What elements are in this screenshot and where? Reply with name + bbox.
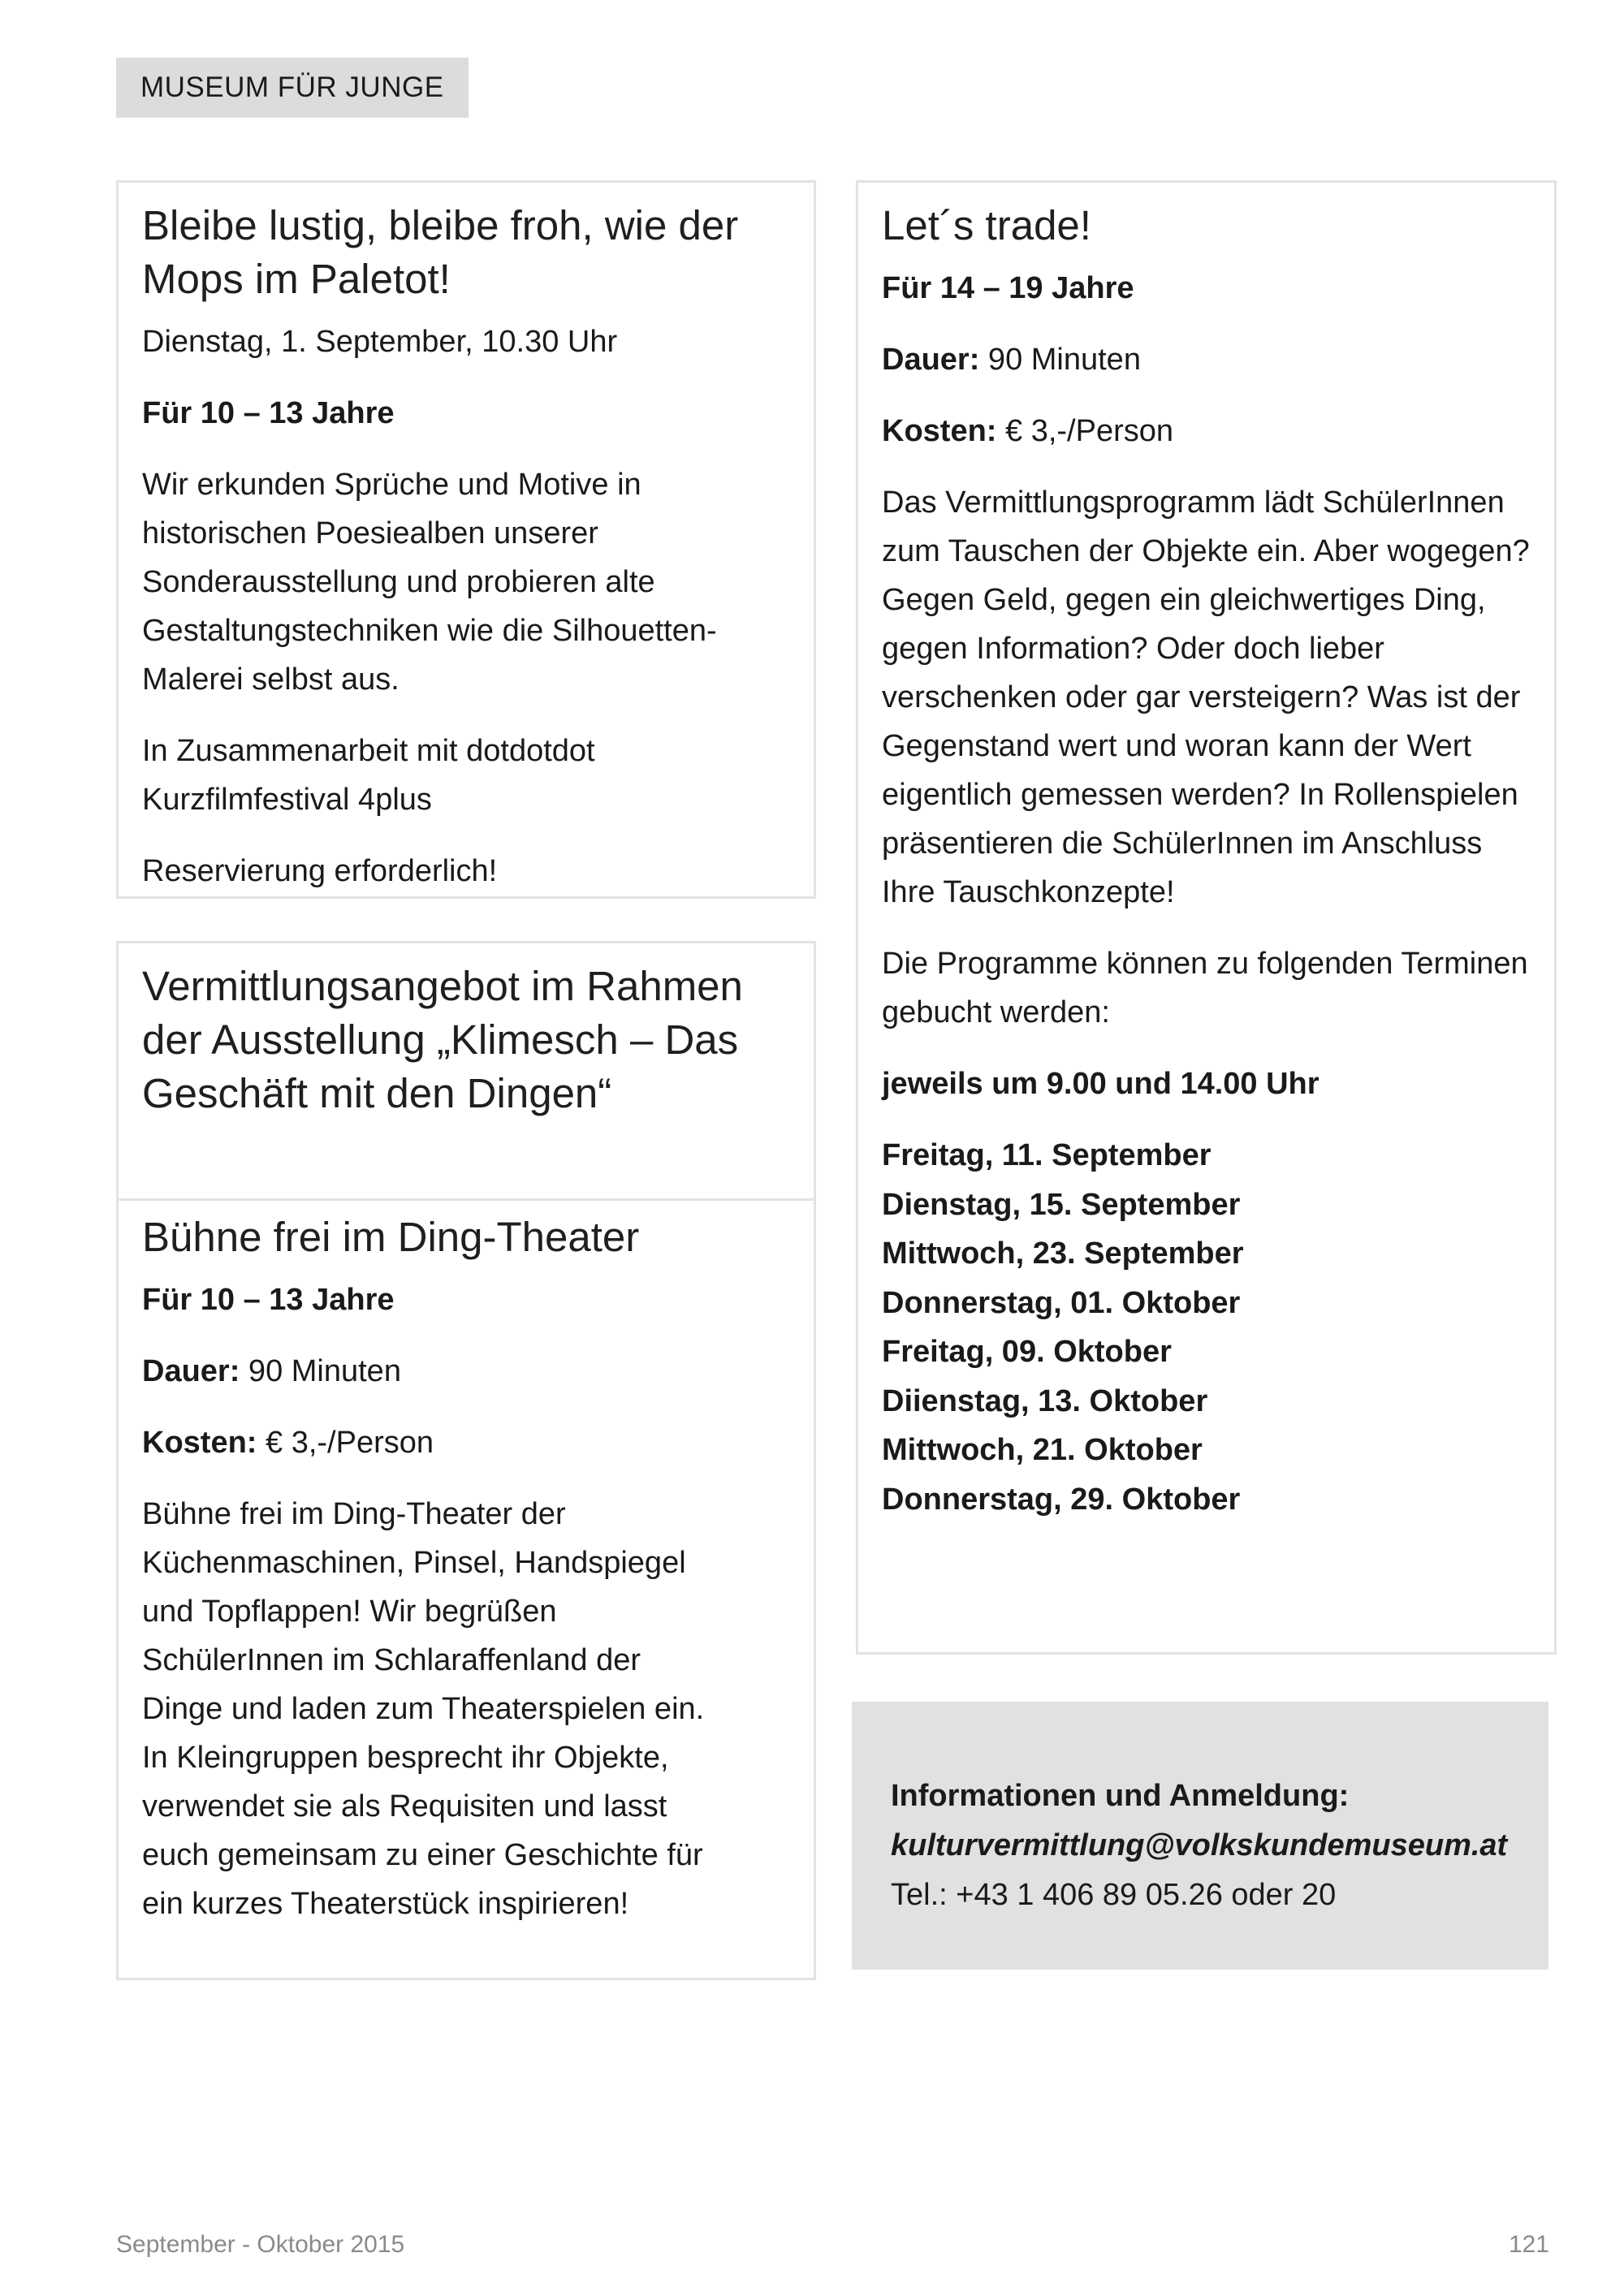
section-tag: MUSEUM FÜR JUNGE — [116, 58, 469, 118]
event-age: Für 10 – 13 Jahre — [142, 396, 395, 430]
program-heading-box — [116, 941, 816, 1201]
event-reservation: Reservierung erforderlich! — [142, 854, 498, 888]
booking-times: jeweils um 9.00 und 14.00 Uhr — [882, 1067, 1320, 1101]
cost-value: € 3,-/Person — [996, 414, 1174, 448]
event-description: Bühne frei im Ding-Theater der Küchenmaschinen, Pinsel, Handspiegel und Topflappen! Wir begrüßen SchülerInnen im Schlaraffenland der Dinge und laden zum Theaterspielen ein. In Kleingruppen besprecht ihr Objekte, verwendet sie als Requisiten und lasst euch gemeinsam zu einer Geschichte für ein kurzes Theaterstück inspirieren! — [142, 1497, 705, 1921]
event-age: Für 10 – 13 Jahre — [142, 1283, 395, 1317]
email-link[interactable]: kulturvermittlung@volkskundemuseum.at — [891, 1828, 1508, 1862]
date-item: Mittwoch, 23. September — [882, 1236, 1244, 1271]
date-item: Donnerstag, 29. Oktober — [882, 1482, 1241, 1517]
date-item: Mittwoch, 21. Oktober — [882, 1433, 1203, 1467]
duration-value: 90 Minuten — [240, 1354, 401, 1388]
event-card-lets-trade — [856, 180, 1557, 1655]
event-description: Das Vermittlungsprogramm lädt SchülerInnen zum Tauschen der Objekte ein. Aber wogegen? Gegen Geld, gegen ein gleichwertiges Ding, gegen Information? Oder doch lieber verschenken oder gar versteigern? Was ist der Gegenstand wert und woran kann der Wert eigentlich gemessen werden? In Rollenspielen präsentieren die SchülerInnen im Anschluss Ihre Tauschkonzepte! — [882, 486, 1530, 909]
date-list — [882, 1131, 1531, 1524]
date-item: Freitag, 11. September — [882, 1138, 1212, 1172]
info-box — [852, 1702, 1548, 1970]
cost-label: Kosten: — [142, 1426, 257, 1460]
info-heading: Informationen und Anmeldung: — [891, 1779, 1350, 1813]
event-card-ding-theater — [116, 1198, 816, 1980]
booking-note: Die Programme können zu folgenden Terminen gebucht werden: — [882, 947, 1528, 1029]
event-description: Wir erkunden Sprüche und Motive in historischen Poesiealben unserer Sonderausstellung und probieren alte Gestaltungstechniken wie die Silhouetten-Malerei selbst aus. — [142, 468, 717, 697]
event-title: Bleibe lustig, bleibe froh, wie der Mops im Paletot! — [142, 202, 739, 302]
cost-label: Kosten: — [882, 414, 997, 448]
event-duration — [142, 1347, 790, 1396]
event-card-mops — [116, 180, 816, 899]
program-heading: Vermittlungsangebot im Rahmen der Ausstellung „Klimesch – Das Geschäft mit den Dingen“ — [142, 963, 743, 1116]
event-cost — [142, 1418, 790, 1467]
event-title: Bühne frei im Ding-Theater — [142, 1214, 640, 1260]
event-cost — [882, 407, 1531, 455]
event-partner: In Zusammenarbeit mit dotdotdot Kurzfilmfestival 4plus — [142, 734, 595, 817]
event-title: Let´s trade! — [882, 202, 1091, 248]
cost-value: € 3,-/Person — [257, 1426, 434, 1460]
footer-period: September - Oktober 2015 — [116, 2231, 405, 2258]
date-item: Freitag, 09. Oktober — [882, 1335, 1172, 1369]
phone-number: Tel.: +43 1 406 89 05.26 oder 20 — [891, 1878, 1337, 1912]
event-duration — [882, 335, 1531, 384]
date-item: Donnerstag, 01. Oktober — [882, 1285, 1241, 1320]
event-date: Dienstag, 1. September, 10.30 Uhr — [142, 325, 618, 359]
event-age: Für 14 – 19 Jahre — [882, 271, 1134, 305]
duration-label: Dauer: — [142, 1354, 240, 1388]
date-item: Dienstag, 15. September — [882, 1187, 1241, 1222]
page-number: 121 — [1508, 2231, 1549, 2258]
date-item: Diienstag, 13. Oktober — [882, 1383, 1208, 1418]
duration-label: Dauer: — [882, 343, 980, 377]
duration-value: 90 Minuten — [979, 343, 1141, 377]
